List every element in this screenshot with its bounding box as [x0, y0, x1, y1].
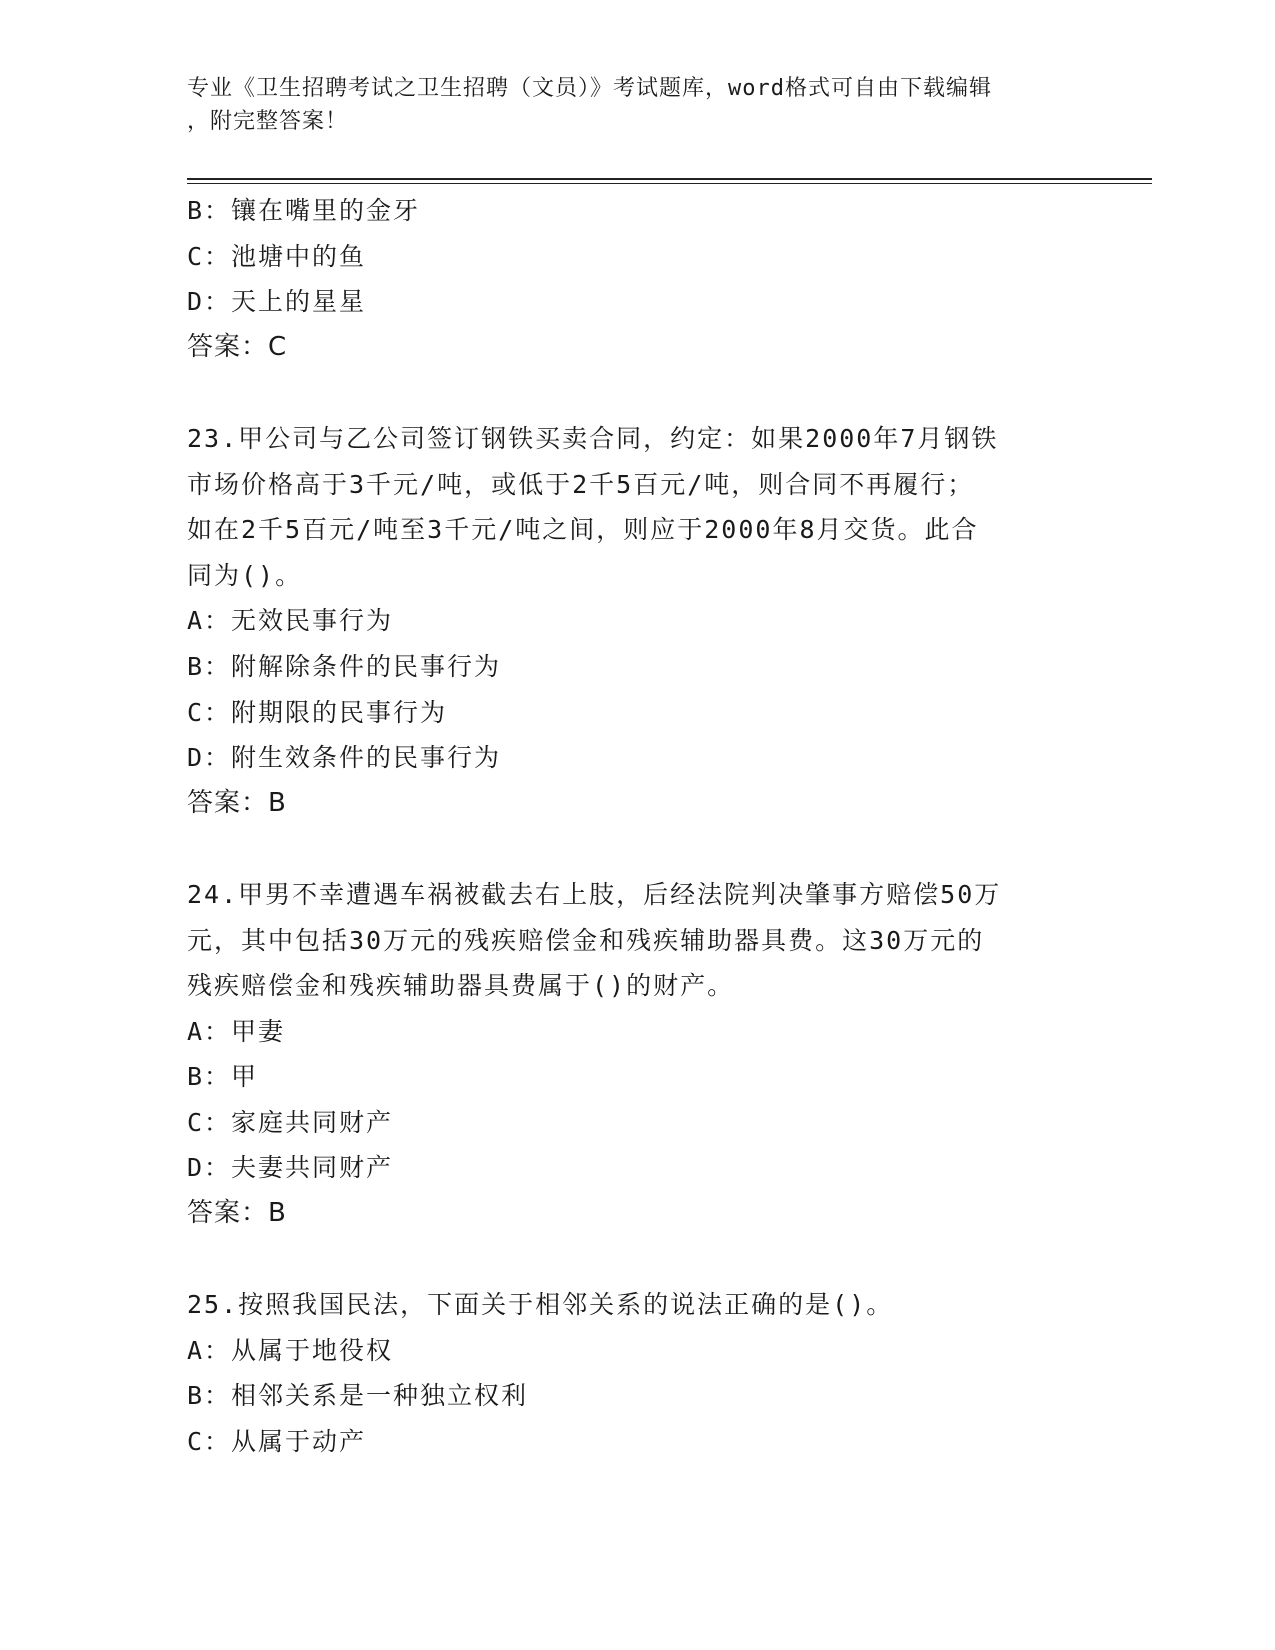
question-stem-line: 23.甲公司与乙公司签订钢铁买卖合同，约定：如果2000年7月钢铁 — [187, 423, 999, 453]
option-b: B：甲 — [187, 1062, 259, 1092]
question-spacer — [187, 370, 1087, 416]
question-stem-line: 同为()。 — [187, 560, 303, 590]
header-divider-thin — [187, 183, 1152, 184]
answer-line: 答案：C — [187, 331, 288, 362]
option-a: A：甲妻 — [187, 1016, 286, 1046]
option-c: C：家庭共同财产 — [187, 1107, 394, 1137]
header-line-2: ，附完整答案！ — [187, 109, 349, 134]
header-divider-thick — [187, 178, 1152, 180]
answer-line: 答案：B — [187, 1198, 287, 1229]
option-a: A：从属于地役权 — [187, 1335, 394, 1365]
question-stem-line: 25.按照我国民法，下面关于相邻关系的说法正确的是()。 — [187, 1290, 894, 1320]
option-b: B：附解除条件的民事行为 — [187, 651, 502, 681]
question-spacer — [187, 826, 1087, 872]
question-stem-line: 元，其中包括30万元的残疾赔偿金和残疾辅助器具费。这30万元的 — [187, 925, 985, 955]
document-header — [187, 72, 1087, 138]
option-d: D：附生效条件的民事行为 — [187, 743, 502, 773]
option-a: A：无效民事行为 — [187, 606, 394, 636]
question-stem-line: 24.甲男不幸遭遇车祸被截去右上肢，后经法院判决肇事方赔偿50万 — [187, 879, 1002, 909]
option-d: D：夫妻共同财产 — [187, 1153, 394, 1183]
question-stem-line: 残疾赔偿金和残疾辅助器具费属于()的财产。 — [187, 971, 735, 1001]
header-line-1: 专业《卫生招聘考试之卫生招聘（文员）》考试题库，word格式可自由下载编辑 — [187, 76, 992, 101]
question-23 — [187, 416, 1087, 826]
question-stem-line: 如在2千5百元/吨至3千元/吨之间，则应于2000年8月交货。此合 — [187, 515, 979, 545]
question-stem-line: 市场价格高于3千元/吨，或低于2千5百元/吨，则合同不再履行； — [187, 469, 975, 499]
question-22 — [187, 188, 1087, 370]
question-25 — [187, 1282, 1087, 1464]
option-c: C：附期限的民事行为 — [187, 697, 448, 727]
question-spacer — [187, 1237, 1087, 1283]
option-c: C：从属于动产 — [187, 1427, 367, 1457]
option-c: C：池塘中的鱼 — [187, 241, 367, 271]
option-b: B：相邻关系是一种独立权利 — [187, 1381, 529, 1411]
option-b: B：镶在嘴里的金牙 — [187, 196, 421, 225]
answer-line: 答案：B — [187, 787, 287, 818]
option-d: D：天上的星星 — [187, 287, 367, 317]
question-list — [187, 188, 1087, 1465]
question-24 — [187, 872, 1087, 1237]
